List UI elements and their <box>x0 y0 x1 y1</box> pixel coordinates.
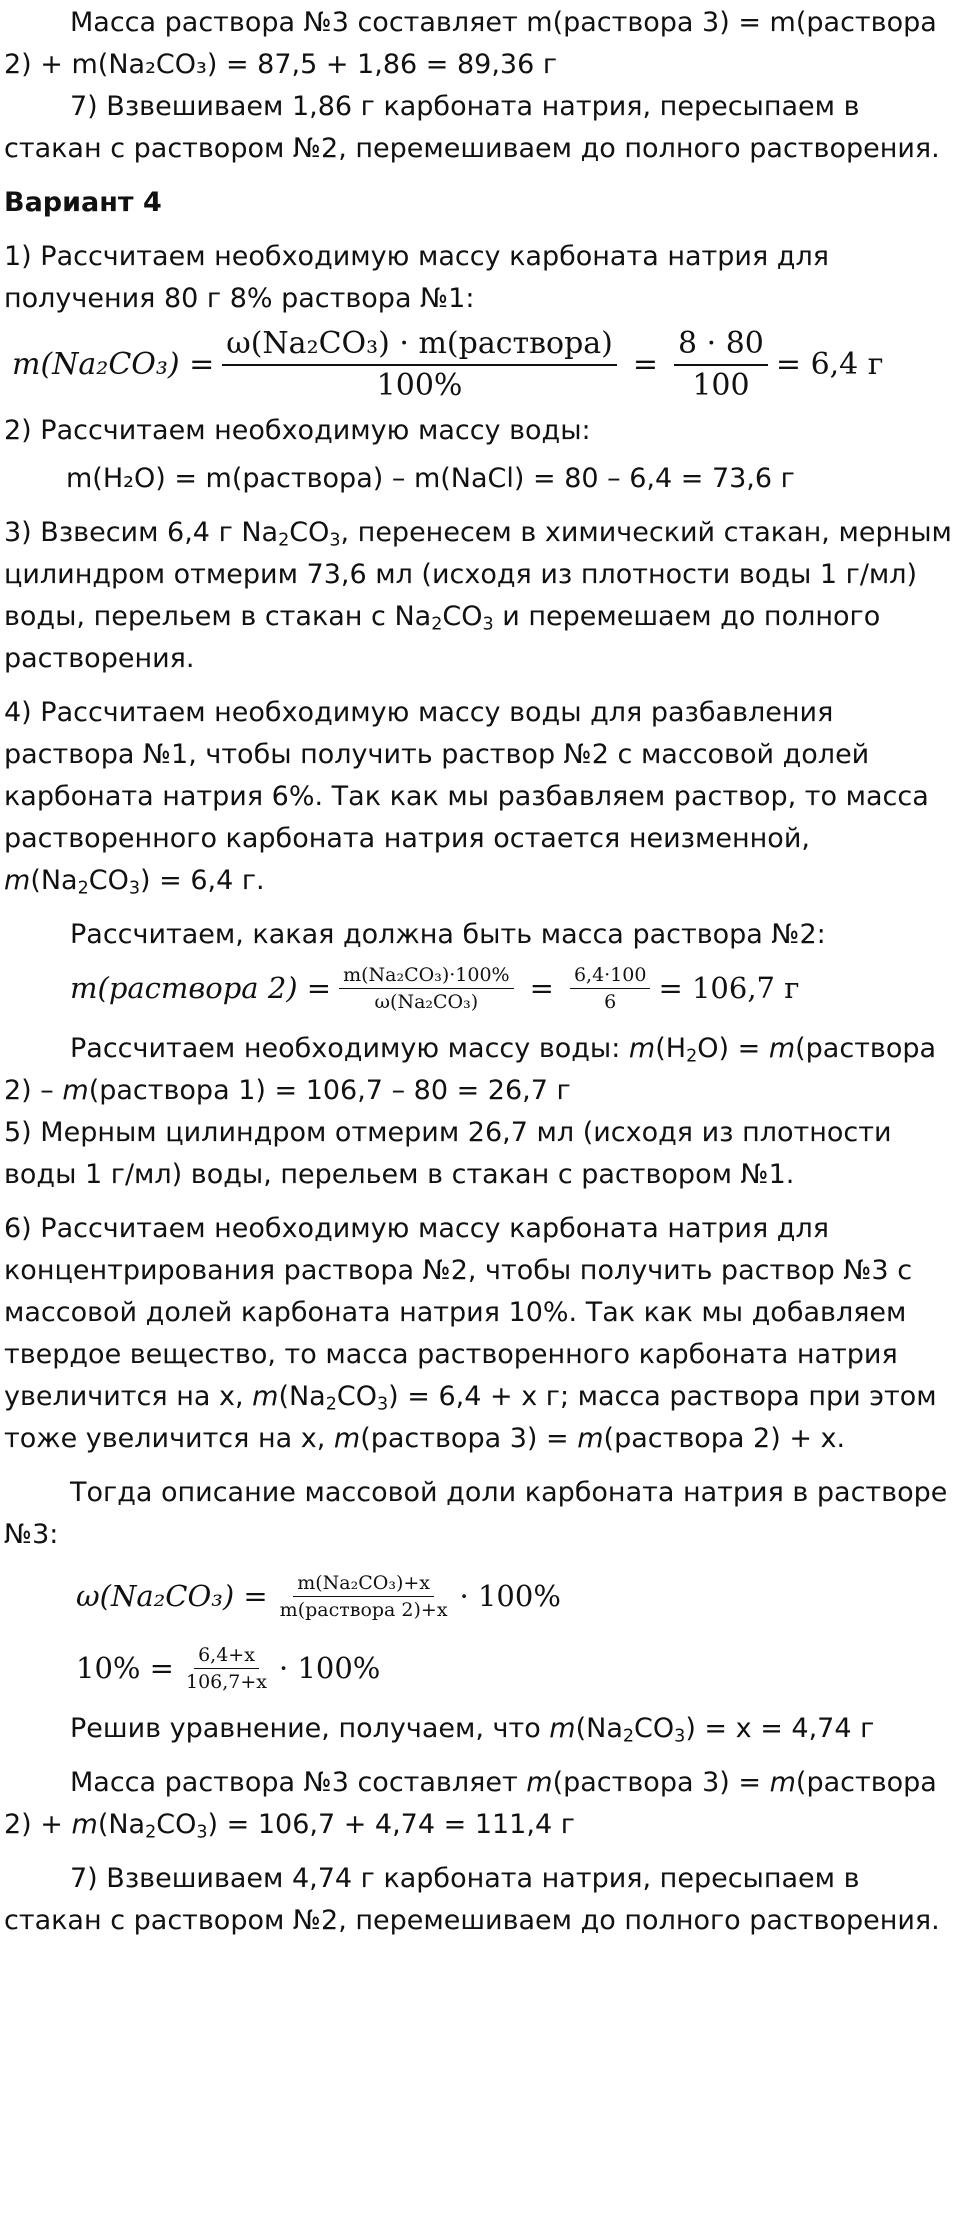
formula-omega-general <box>0 1560 960 1632</box>
fraction-numerator: m(Na₂CO₃)+x <box>293 1570 434 1597</box>
formula-right: · 100% <box>459 1579 561 1613</box>
text-run: Масса раствора №3 составляет <box>70 1767 527 1798</box>
paragraph-step6 <box>0 1208 960 1460</box>
symbol-m: m <box>71 1809 98 1840</box>
fraction-numerator: ω(Na₂CO₃) · m(раствора) <box>222 324 617 366</box>
subscript: 2 <box>431 614 443 635</box>
paragraph-solution-x <box>0 1708 960 1750</box>
fraction-denominator: 106,7+x <box>185 1670 268 1693</box>
text-run: (раствора 3) = <box>552 1767 770 1798</box>
text-run: (Na <box>30 865 78 896</box>
text-run: CO <box>156 1809 197 1840</box>
text-run: CO <box>634 1713 675 1744</box>
symbol-m: m <box>4 865 31 896</box>
text-run: (Na <box>278 1381 326 1412</box>
fraction-denominator: ω(Na₂CO₃) <box>374 990 479 1013</box>
fraction-main <box>182 1642 271 1695</box>
formula-left: m(раствора 2) = <box>70 971 332 1005</box>
formula-result: = 106,7 г <box>658 971 800 1005</box>
text-run: (Na <box>97 1809 146 1840</box>
subscript: 2 <box>145 1822 157 1843</box>
paragraph-step7-variant4: 7) Взвешиваем 4,74 г карбоната натрия, пересыпаем в стакан с раствором №2, перемешиваем до полного растворения. <box>4 1863 940 1936</box>
fraction-numerator: m(Na₂CO₃)·100% <box>339 962 514 989</box>
text-run: CO <box>88 865 129 896</box>
formula-water-mass: m(H₂O) = m(раствора) – m(NaCl) = 80 – 6,4 = 73,6 г <box>66 463 795 494</box>
paragraph-calc-solution2: Рассчитаем, какая должна быть масса раствора №2: <box>70 919 826 950</box>
symbol-m: m <box>577 1423 604 1454</box>
subscript: 3 <box>482 614 494 635</box>
text-run: (раствора 3) = <box>360 1423 578 1454</box>
subscript: 3 <box>196 1822 208 1843</box>
paragraph-solution3-mass-v4 <box>0 1762 960 1846</box>
subscript: 3 <box>377 1394 389 1415</box>
text-run: CO <box>442 601 483 632</box>
fraction-main <box>339 962 514 1015</box>
paragraph-mass-fraction-intro: Тогда описание массовой доли карбоната натрия в растворе №3: <box>4 1477 948 1550</box>
symbol-m: m <box>252 1381 279 1412</box>
subscript: 3 <box>329 530 341 551</box>
text-run: CO <box>336 1381 377 1412</box>
paragraph-step5: 5) Мерным цилиндром отмерим 26,7 мл (исходя из плотности воды 1 г/мл) воды, перельем в стакан с раствором №1. <box>4 1117 892 1190</box>
text-run: (раствора 2) – <box>4 1033 937 1106</box>
formula-left: ω(Na₂CO₃) = <box>76 1579 268 1613</box>
subscript: 2 <box>686 1046 698 1067</box>
fraction-denominator: 100% <box>376 368 463 403</box>
paragraph-step1: 1) Рассчитаем необходимую массу карбоната натрия для получения 80 г 8% раствора №1: <box>4 241 829 314</box>
formula-solution2-mass <box>0 956 960 1020</box>
fraction-values <box>674 324 768 406</box>
symbol-m: m <box>768 1033 796 1064</box>
formula-na2co3-mass <box>0 320 960 410</box>
symbol-m: m <box>526 1767 553 1798</box>
symbol-m: m <box>769 1767 796 1798</box>
formula-right: · 100% <box>279 1651 381 1685</box>
formula-result: = 6,4 г <box>775 347 884 382</box>
text-run: 3) Взвесим 6,4 г Na <box>4 517 279 548</box>
text-run: 6) Рассчитаем необходимую массу карбоната натрия для концентрирования раствора №2, чтобы получить раствор №3 с массовой долей карбоната натрия 10%. Так как мы добавляем твердое вещество, то масса растворенного карбоната натрия увеличится на x, <box>4 1213 913 1412</box>
text-run: (раствора 2) + x. <box>603 1423 846 1454</box>
fraction-main <box>276 1570 452 1623</box>
paragraph-step4 <box>0 692 960 902</box>
paragraph-step2: 2) Рассчитаем необходимую массу воды: <box>4 415 591 446</box>
fraction-numerator: 6,4+x <box>194 1642 259 1669</box>
paragraph-solution3-mass <box>0 2 960 86</box>
text-run: ) = 106,7 + 4,74 = 111,4 г <box>207 1809 575 1840</box>
subscript: 2 <box>77 878 89 899</box>
formula-left: 10% = <box>76 1651 174 1685</box>
equals-sign: = <box>632 347 659 382</box>
paragraph-step7-variant3 <box>0 86 960 170</box>
text-run: (Na <box>575 1713 623 1744</box>
text-run: (раствора 1) = 106,7 – 80 = 26,7 г <box>88 1075 571 1106</box>
text-run: ) = 6,4 + x г; масса раствора при этом тоже увеличится на x, <box>4 1381 937 1454</box>
text-run: , перенесем в химический стакан, мерным цилиндром отмерим 73,6 мл (исходя из плотности воды 1 г/мл) воды, перельем в стакан с Na <box>4 517 952 632</box>
subscript: 2 <box>622 1726 635 1747</box>
paragraph-step3 <box>0 512 960 680</box>
subscript: 3 <box>128 878 141 899</box>
symbol-m: m <box>333 1423 361 1454</box>
subscript: 2 <box>278 530 290 551</box>
formula-left: m(Na₂CO₃) = <box>12 347 215 382</box>
text-run: (раствора 2) + <box>4 1767 937 1840</box>
fraction-denominator: 6 <box>604 990 617 1013</box>
fraction-denominator: 100 <box>692 368 750 403</box>
subscript: 2 <box>325 1394 337 1415</box>
fraction-denominator: m(раствора 2)+x <box>279 1598 448 1621</box>
text-run: ) = 6,4 г. <box>140 865 265 896</box>
text-run: 4) Рассчитаем необходимую массу воды для разбавления раствора №1, чтобы получить раствор №2 с массовой долей карбоната натрия 6%. Так как мы разбавляем раствор, то масса растворенного карбоната натрия остается неизменной, <box>4 697 929 854</box>
text-run: (H <box>655 1033 687 1064</box>
symbol-m: m <box>628 1033 656 1064</box>
text-run: CO <box>289 517 330 548</box>
fraction-main <box>222 324 617 406</box>
formula-omega-values <box>0 1632 960 1704</box>
paragraph-text: Масса раствора №3 составляет m(раствора 3) = m(раствора 2) + m(Na₂CO₃) = 87,5 + 1,86 = 89,36 г <box>4 7 937 80</box>
text-run: ) = x = 4,74 г <box>685 1713 875 1744</box>
paragraph-text: 7) Взвешиваем 1,86 г карбоната натрия, пересыпаем в стакан с раствором №2, перемешиваем до полного растворения. <box>4 91 940 164</box>
subscript: 3 <box>674 1726 686 1747</box>
text-run: Рассчитаем необходимую массу воды: <box>70 1033 629 1064</box>
text-run: и перемешаем до полного растворения. <box>4 601 881 674</box>
symbol-m: m <box>549 1713 576 1744</box>
fraction-numerator: 8 · 80 <box>674 324 768 366</box>
text-run: Решив уравнение, получаем, что <box>70 1713 550 1744</box>
heading-variant-4: Вариант 4 <box>4 187 162 218</box>
equals-sign: = <box>529 971 554 1005</box>
fraction-numerator: 6,4·100 <box>570 962 651 989</box>
fraction-values <box>570 962 651 1015</box>
text-run: O) = <box>697 1033 769 1064</box>
paragraph-calc-water <box>0 1028 960 1112</box>
symbol-m: m <box>62 1075 89 1106</box>
